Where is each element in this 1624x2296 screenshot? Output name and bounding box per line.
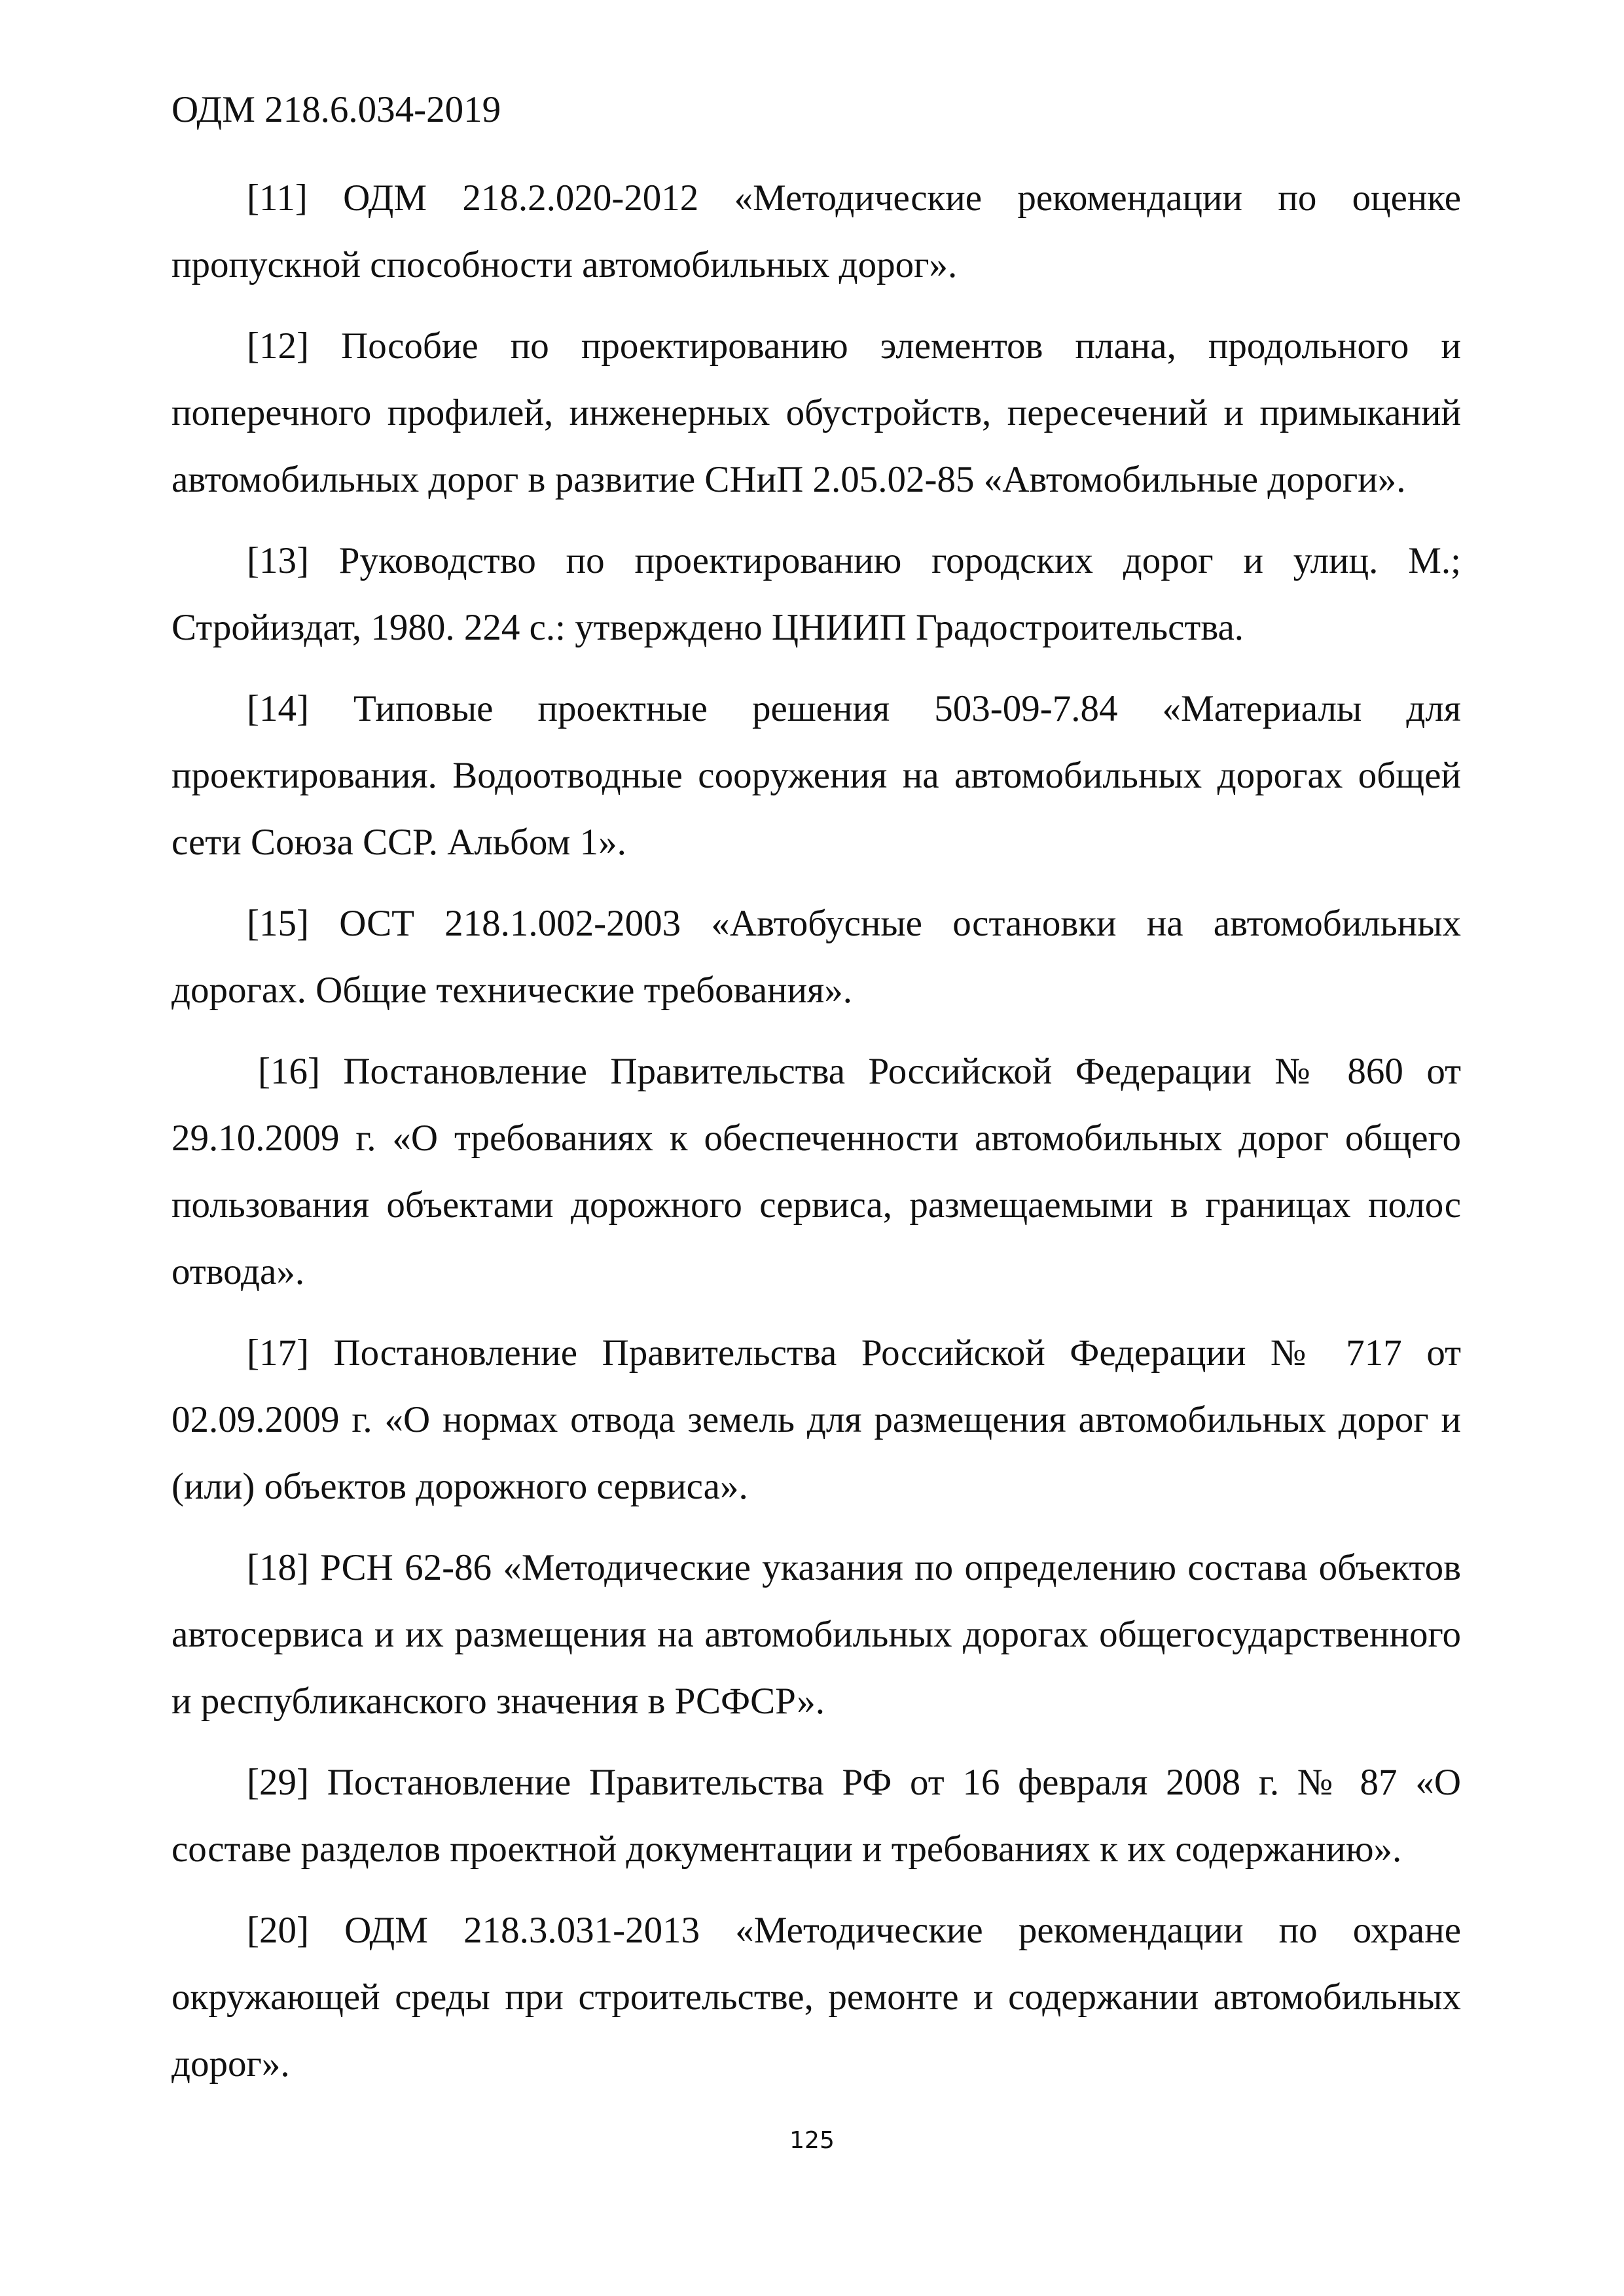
reference-item-11: [11] ОДМ 218.2.020-2012 «Методические рекомендации по оценке пропускной способности автомобильных дорог». [171, 177, 1461, 285]
reference-item-20: [20] ОДМ 218.3.031-2013 «Методические рекомендации по охране окружающей среды при строительстве, ремонте и содержании автомобильных дорог». [171, 1910, 1461, 2085]
reference-item-13: [13] Руководство по проектированию городских дорог и улиц. М.; Стройиздат, 1980. 224 с.: утверждено ЦНИИП Градостроительства. [171, 540, 1461, 648]
reference-item-15: [15] ОСТ 218.1.002-2003 «Автобусные остановки на автомобильных дорогах. Общие технические требования». [171, 903, 1461, 1011]
reference-item-12: [12] Пособие по проектированию элементов плана, продольного и поперечного профилей, инженерных обустройств, пересечений и примыканий автомобильных дорог в развитие СНиП 2.05.02-85 «Автомобильные дороги». [171, 325, 1461, 500]
document-code: ОДМ 218.6.034-2019 [171, 89, 501, 130]
page-number: 125 [789, 2127, 835, 2154]
reference-item-14: [14] Типовые проектные решения 503-09-7.84 «Материалы для проектирования. Водоотводные сооружения на автомобильных дорогах общей сети Союза ССР. Альбом 1». [171, 688, 1461, 863]
reference-item-16: [16] Постановление Правительства Российской Федерации № 860 от 29.10.2009 г. «О требованиях к обеспеченности автомобильных дорог общего пользования объектами дорожного сервиса, размещаемыми в границах полос отвода». [171, 1051, 1461, 1292]
reference-item-17: [17] Постановление Правительства Российской Федерации № 717 от 02.09.2009 г. «О нормах отвода земель для размещения автомобильных дорог и (или) объектов дорожного сервиса». [171, 1332, 1461, 1507]
reference-item-18: [18] РСН 62-86 «Методические указания по определению состава объектов автосервиса и их размещения на автомобильных дорогах общегосударственного и республиканского значения в РСФСР». [171, 1547, 1461, 1722]
reference-list [171, 165, 1461, 2112]
reference-item-29: [29] Постановление Правительства РФ от 16 февраля 2008 г. № 87 «О составе разделов проектной документации и требованиях к их содержанию». [171, 1762, 1461, 1870]
